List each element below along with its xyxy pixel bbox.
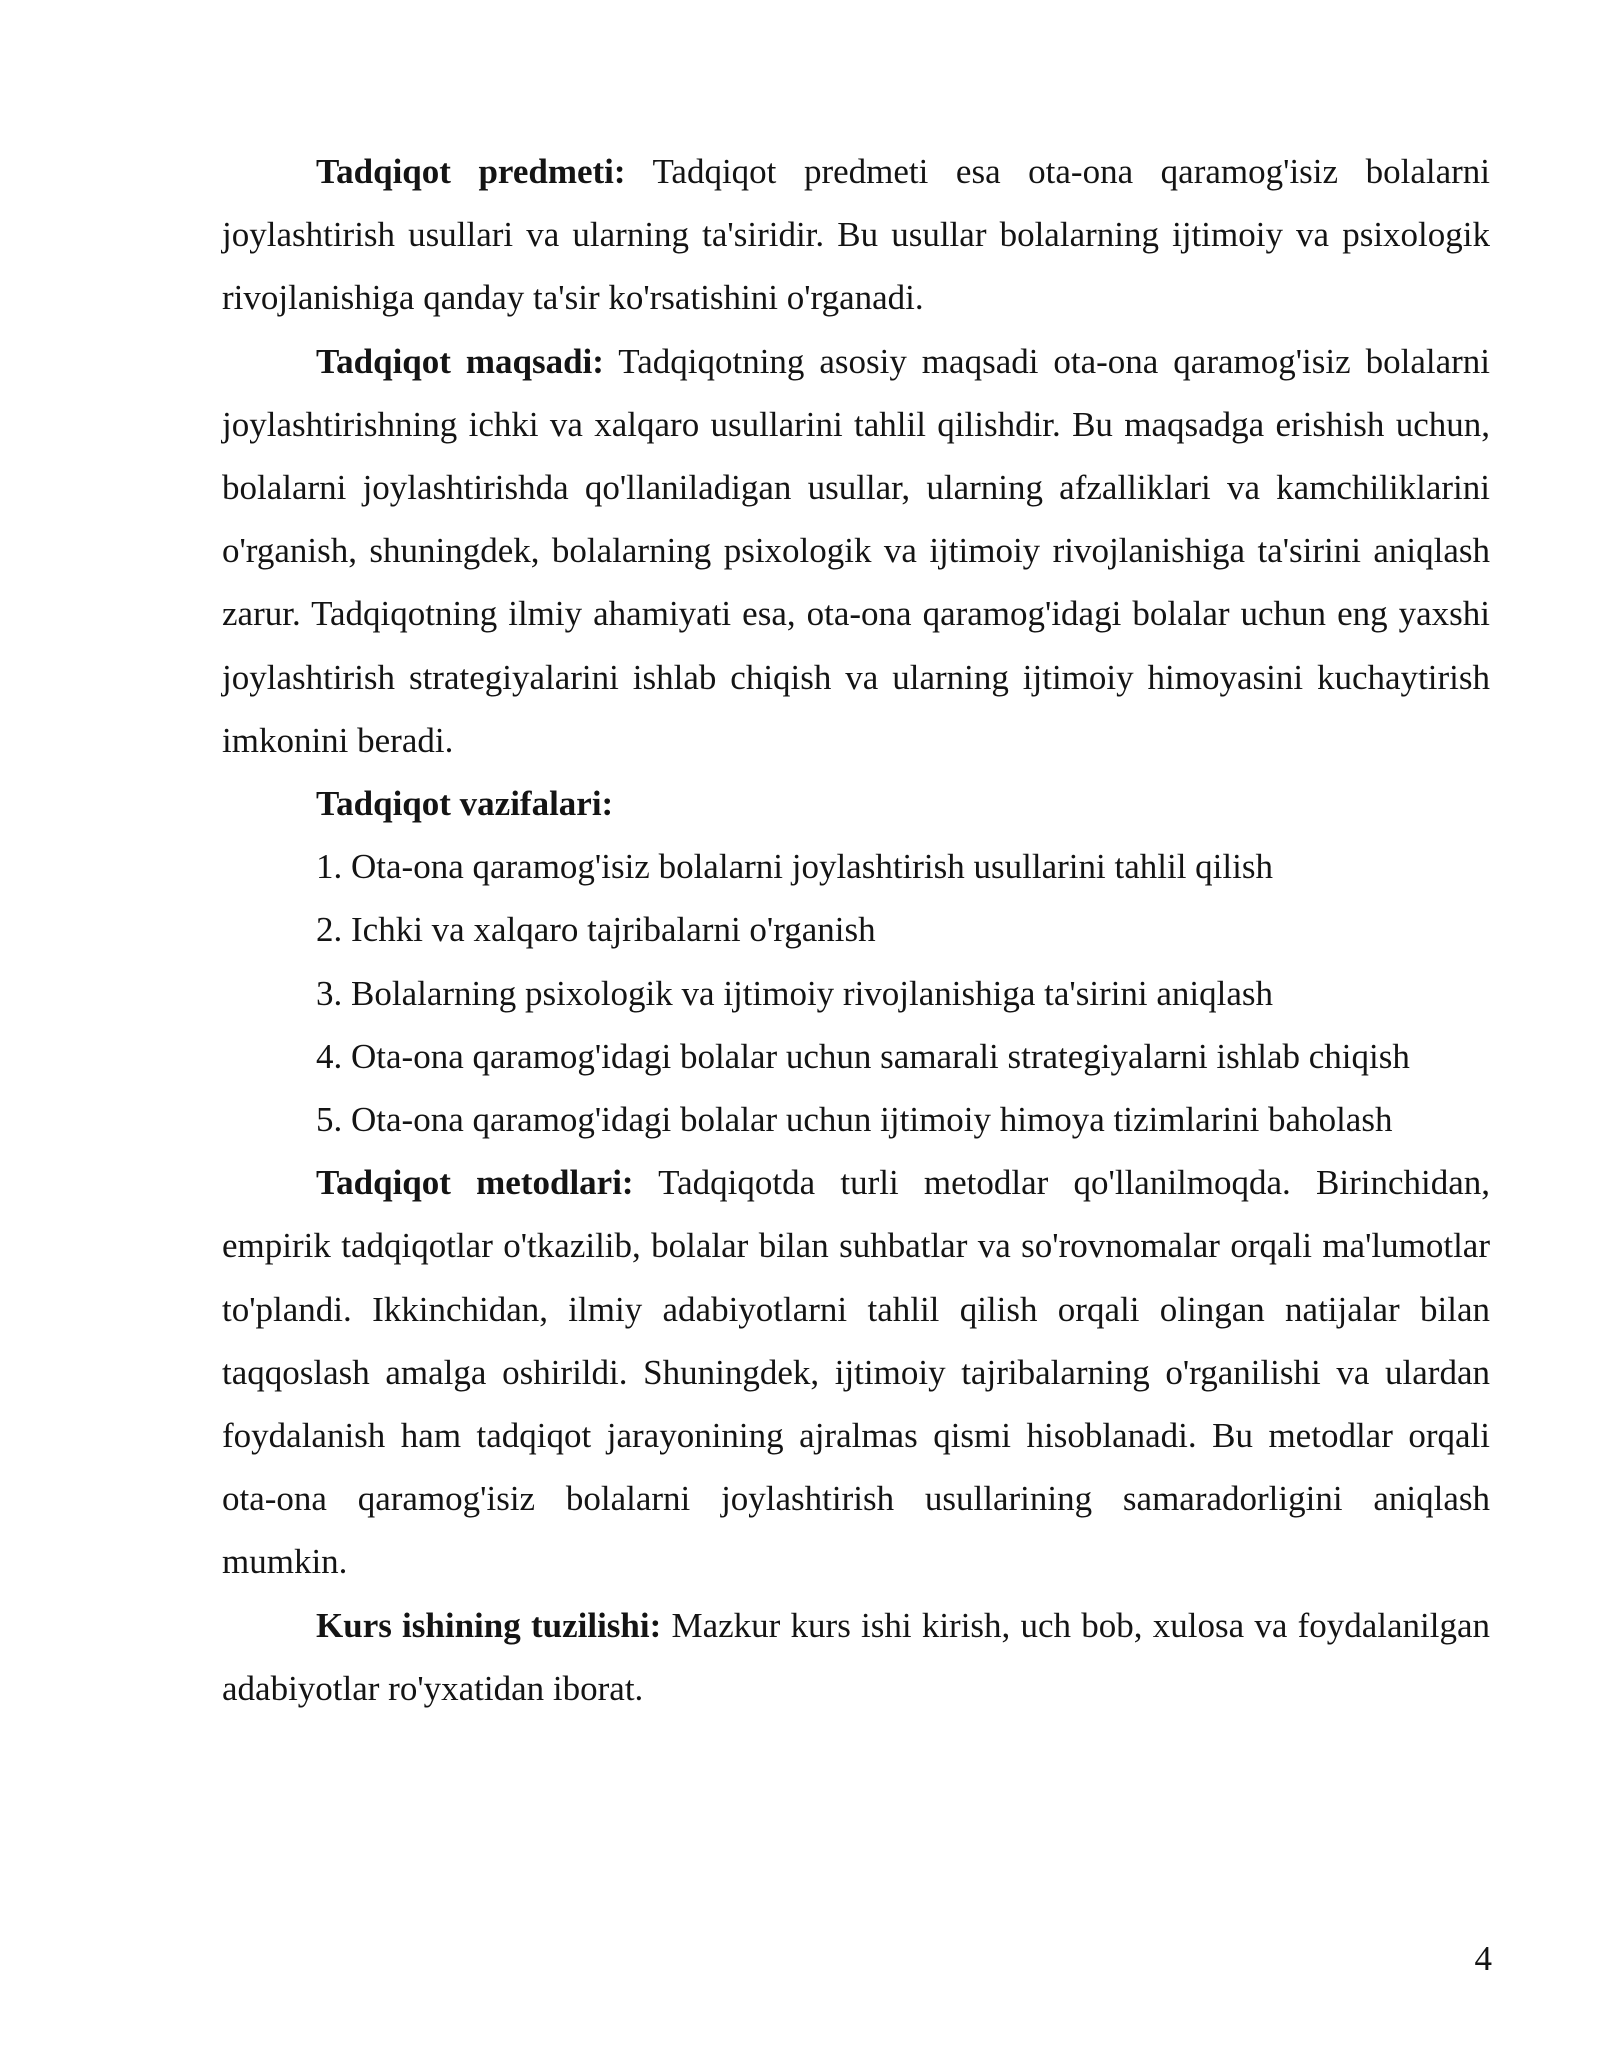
page-body xyxy=(222,140,1490,1720)
paragraph-maqsadi xyxy=(222,330,1490,772)
paragraph-text: Mazkur kurs ishi kirish, uch bob, xulosa va foydalanilgan adabiyotlar ro'yxatidan iborat. xyxy=(222,1605,1491,1708)
list-item: 2. Ichki va xalqaro tajribalarni o'rganish xyxy=(316,910,876,950)
list-item: 3. Bolalarning psixologik va ijtimoiy rivojlanishiga ta'sirini aniqlash xyxy=(316,973,1274,1013)
paragraph-text: Tadqiqotning asosiy maqsadi ota-ona qaramog'isiz bolalarni joylashtirishning ichki va xalqaro usullarini tahlil qilishdir. Bu maqsadga erishish uchun, bolalarni joylashtirishda qo'llaniladigan usullar, ularning afzalliklari va kamchiliklarini o'rganish, shuningdek, bolalarning psixologik va ijtimoiy rivojlanishiga ta'sirini aniqlash zarur. Tadqiqotning ilmiy ahamiyati esa, ota-ona qaramog'idagi bolalar uchun eng yaxshi joylashtirish strategiyalarini ishlab chiqish va ularning ijtimoiy himoyasini kuchaytirish imkonini beradi. xyxy=(222,341,1490,760)
tasks-list xyxy=(222,835,1490,1151)
page-number: 4 xyxy=(1474,1939,1492,1978)
tasks-heading: Tadqiqot vazifalari: xyxy=(316,784,614,824)
paragraph-text: Tadqiqot predmeti esa ota-ona qaramog'isiz bolalarni joylashtirish usullari va ularning ta'siridir. Bu usullar bolalarning ijtimoiy va psixologik rivojlanishiga qanday ta'sir ko'rsatishini o'rganadi. xyxy=(222,152,1491,318)
paragraph-label: Tadqiqot metodlari: xyxy=(316,1163,634,1203)
paragraph-label: Tadqiqot predmeti: xyxy=(316,152,626,191)
paragraph-text: Tadqiqotda turli metodlar qo'llanilmoqda. Birinchidan, empirik tadqiqotlar o'tkazilib, bolalar bilan suhbatlar va so'rovnomalar orqali ma'lumotlar to'plandi. Ikkinchidan, ilmiy adabiyotlarni tahlil qilish orqali olingan natijalar bilan taqqoslash amalga oshirildi. Shuningdek, ijtimoiy tajribalarning o'rganilishi va ulardan foydalanish ham tadqiqot jarayonining ajralmas qismi hisoblanadi. Bu metodlar orqali ota-ona qaramog'isiz bolalarni joylashtirish usullarining samaradorligini aniqlash mumkin. xyxy=(222,1163,1490,1582)
list-item: 5. Ota-ona qaramog'idagi bolalar uchun ijtimoiy himoya tizimlarini baholash xyxy=(316,1100,1393,1140)
paragraph-label: Kurs ishining tuzilishi: xyxy=(316,1605,662,1645)
paragraph-predmeti xyxy=(222,140,1490,330)
list-item: 4. Ota-ona qaramog'idagi bolalar uchun samarali strategiyalarni ishlab chiqish xyxy=(316,1036,1410,1076)
paragraph-metodlari xyxy=(222,1151,1490,1593)
paragraph-label: Tadqiqot maqsadi: xyxy=(316,341,604,381)
paragraph-tuzilishi xyxy=(222,1594,1490,1720)
list-item: 1. Ota-ona qaramog'isiz bolalarni joylashtirish usullarini tahlil qilish xyxy=(316,847,1273,887)
